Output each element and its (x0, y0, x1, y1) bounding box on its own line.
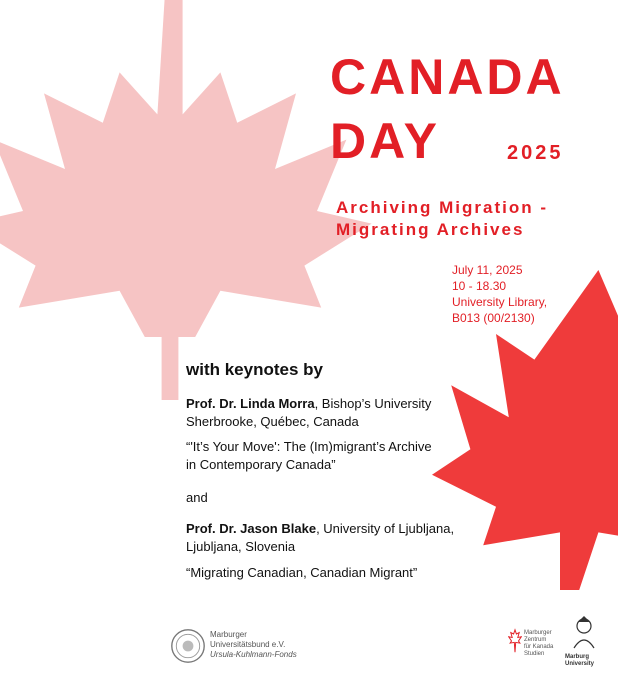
subtitle-line-1: Archiving Migration - (336, 198, 548, 217)
event-place-line-1: University Library, (452, 295, 548, 309)
marburg-university-crest-icon (562, 614, 606, 652)
title-day: DAY (330, 113, 440, 169)
keynotes-connector: and (186, 490, 208, 505)
kanada-studien-logo-text (524, 630, 554, 658)
event-date: July 11, 2025 (452, 263, 523, 277)
speaker-1-talk-line-1: “'It’s Your Move': The (Im)migrant’s Archive (186, 439, 432, 454)
speaker-2-location: Ljubljana, Slovenia (186, 539, 296, 554)
event-place-line-2: B013 (00/2130) (452, 311, 535, 325)
speaker-2-line-1 (186, 520, 454, 538)
maple-leaf-pink-icon (0, 0, 380, 400)
keynotes-heading: with keynotes by (186, 360, 323, 379)
logo-right2-line-2: University (565, 661, 595, 667)
universitaetsbund-logo-text (210, 630, 297, 660)
title-canada: CANADA (330, 49, 565, 105)
marburg-university-logo-text (565, 654, 594, 668)
speaker-2-talk: “Migrating Canadian, Canadian Migrant” (186, 565, 418, 580)
logo-right2-line-1: Marburg (565, 654, 589, 660)
speaker-1-line-1 (186, 395, 431, 413)
event-time: 10 - 18.30 (452, 279, 507, 293)
logo-right1-line-1: Marburger (524, 630, 552, 636)
speaker-1-name: Prof. Dr. Linda Morra (186, 396, 315, 411)
logo-right1-line-4: Studien (524, 651, 545, 657)
speaker-1-affiliation: , Bishop’s University (314, 396, 432, 411)
logo-left-line-3: Ursula-Kuhlmann-Fonds (210, 650, 297, 659)
subtitle-line-2: Migrating Archives (336, 220, 525, 239)
speaker-1-talk-line-2: in Contemporary Canada” (186, 457, 336, 472)
title-year: 2025 (507, 142, 564, 164)
kanada-studien-leaf-icon (508, 628, 522, 654)
universitaetsbund-seal-icon (170, 628, 206, 664)
speaker-2-name: Prof. Dr. Jason Blake (186, 521, 317, 536)
speaker-1-location: Sherbrooke, Québec, Canada (186, 414, 359, 429)
logo-right1-line-2: Zentrum (524, 637, 547, 643)
logo-left-line-1: Marburger (210, 630, 247, 639)
speaker-2-affiliation: , University of Ljubljana, (316, 521, 455, 536)
logo-left-line-2: Universitätsbund e.V. (210, 640, 286, 649)
logo-right1-line-3: für Kanada (524, 644, 554, 650)
